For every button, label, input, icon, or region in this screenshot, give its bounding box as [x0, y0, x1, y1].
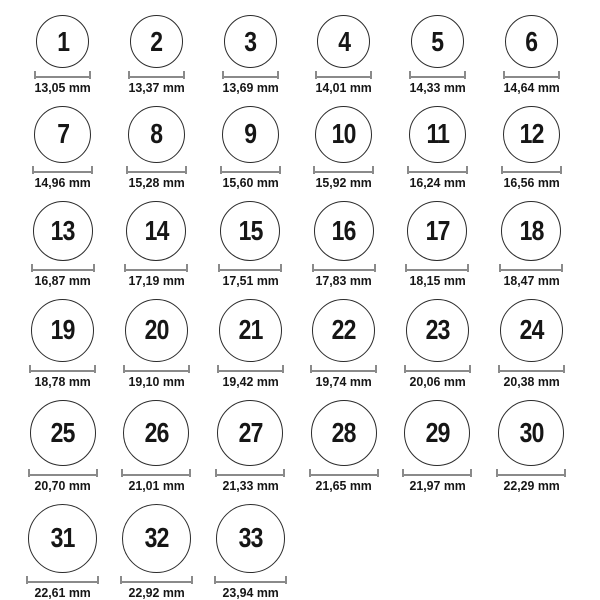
- diameter-label: 21,97 mm: [409, 477, 466, 493]
- diameter-dimension-line: [29, 365, 96, 373]
- ring-circle: [498, 400, 564, 466]
- diameter-dimension-line: [32, 166, 93, 174]
- diameter-label: 23,94 mm: [221, 584, 279, 600]
- ring-cell: [16, 201, 110, 289]
- ring-cell: [203, 106, 297, 191]
- ring-size-number: 24: [519, 314, 544, 346]
- ring-cell: [203, 504, 297, 600]
- diameter-dimension-line: [128, 71, 185, 79]
- ring-size-number: 17: [425, 214, 450, 246]
- ring-cell: [297, 299, 391, 390]
- diameter-dimension-line: [31, 264, 95, 272]
- diameter-label: 22,61 mm: [34, 584, 91, 600]
- diameter-label: 19,10 mm: [128, 373, 185, 389]
- ring-circle: [312, 299, 375, 362]
- diameter-label: 17,83 mm: [315, 272, 372, 288]
- diameter-dimension-line: [215, 469, 285, 477]
- diameter-label: 14,64 mm: [502, 80, 560, 95]
- diameter-label: 20,06 mm: [409, 373, 466, 389]
- ring-circle: [500, 299, 563, 362]
- ring-circle: [409, 106, 466, 163]
- ring-circle: [123, 400, 189, 466]
- ring-cell: [16, 400, 110, 494]
- diameter-label: 21,65 mm: [315, 477, 372, 493]
- ring-cell: [16, 299, 110, 390]
- ring-size-number: 12: [519, 118, 544, 150]
- ring-size-number: 30: [519, 416, 544, 448]
- diameter-label: 18,47 mm: [502, 272, 560, 288]
- ring-size-number: 31: [50, 522, 75, 554]
- ring-cell: [203, 15, 297, 96]
- ring-circle: [404, 400, 470, 466]
- diameter-dimension-line: [121, 469, 191, 477]
- ring-size-number: 20: [144, 314, 169, 346]
- ring-row: [16, 15, 578, 96]
- ring-circle: [217, 400, 283, 466]
- ring-circle: [406, 299, 469, 362]
- ring-row: [16, 400, 578, 494]
- ring-cell: [110, 400, 204, 494]
- ring-circle: [224, 15, 277, 68]
- diameter-label: 14,01 mm: [315, 80, 372, 95]
- diameter-label: 16,24 mm: [409, 174, 466, 190]
- ring-size-number: 5: [431, 25, 444, 57]
- ring-circle: [34, 106, 91, 163]
- diameter-dimension-line: [310, 365, 377, 373]
- diameter-dimension-line: [28, 469, 98, 477]
- diameter-dimension-line: [218, 264, 282, 272]
- ring-row: [16, 106, 578, 191]
- ring-cell: [16, 15, 110, 96]
- ring-size-number: 10: [331, 118, 356, 150]
- ring-circle: [411, 15, 464, 68]
- ring-cell: [110, 504, 204, 600]
- diameter-dimension-line: [312, 264, 376, 272]
- ring-cell: [110, 106, 204, 191]
- diameter-label: 19,74 mm: [315, 373, 372, 389]
- ring-cell: [391, 299, 485, 390]
- ring-circle: [33, 201, 93, 261]
- ring-size-number: 23: [425, 314, 450, 346]
- diameter-label: 17,51 mm: [221, 272, 279, 288]
- diameter-label: 16,87 mm: [34, 272, 91, 288]
- ring-cell: [297, 400, 391, 494]
- ring-size-number: 14: [144, 214, 169, 246]
- diameter-dimension-line: [499, 264, 563, 272]
- ring-size-number: 2: [150, 25, 163, 57]
- ring-size-number: 9: [244, 118, 257, 150]
- ring-size-number: 3: [244, 25, 257, 57]
- ring-size-number: 32: [144, 522, 169, 554]
- ring-circle: [407, 201, 467, 261]
- diameter-label: 18,78 mm: [34, 373, 91, 389]
- diameter-label: 21,33 mm: [221, 477, 279, 493]
- ring-cell: [391, 400, 485, 494]
- ring-size-number: 21: [238, 314, 263, 346]
- ring-circle: [128, 106, 185, 163]
- diameter-label: 19,42 mm: [221, 373, 279, 389]
- ring-size-number: 1: [56, 25, 69, 57]
- diameter-dimension-line: [123, 365, 190, 373]
- ring-size-number: 8: [150, 118, 163, 150]
- diameter-label: 22,92 mm: [128, 584, 185, 600]
- diameter-dimension-line: [309, 469, 379, 477]
- ring-size-number: 16: [331, 214, 356, 246]
- diameter-dimension-line: [498, 365, 565, 373]
- ring-circle: [505, 15, 558, 68]
- ring-circle: [31, 299, 94, 362]
- ring-row: [16, 504, 578, 600]
- diameter-label: 14,33 mm: [409, 80, 466, 95]
- ring-size-number: 25: [50, 416, 75, 448]
- ring-size-number: 29: [425, 416, 450, 448]
- ring-circle: [216, 504, 285, 573]
- ring-cell: [484, 400, 578, 494]
- ring-circle: [36, 15, 89, 68]
- ring-size-number: 18: [519, 214, 544, 246]
- diameter-label: 21,01 mm: [128, 477, 185, 493]
- diameter-dimension-line: [313, 166, 374, 174]
- ring-cell: [484, 15, 578, 96]
- diameter-label: 20,70 mm: [34, 477, 91, 493]
- diameter-label: 15,92 mm: [315, 174, 372, 190]
- ring-size-number: 19: [50, 314, 75, 346]
- diameter-dimension-line: [222, 71, 279, 79]
- ring-cell: [484, 201, 578, 289]
- ring-circle: [314, 201, 374, 261]
- diameter-dimension-line: [124, 264, 188, 272]
- ring-row: [16, 201, 578, 289]
- diameter-dimension-line: [409, 71, 466, 79]
- diameter-dimension-line: [26, 576, 99, 584]
- ring-size-number: 26: [144, 416, 169, 448]
- ring-circle: [122, 504, 191, 573]
- ring-circle: [30, 400, 96, 466]
- ring-cell: [391, 201, 485, 289]
- diameter-label: 18,15 mm: [409, 272, 466, 288]
- ring-circle: [125, 299, 188, 362]
- ring-circle: [317, 15, 370, 68]
- diameter-dimension-line: [503, 71, 560, 79]
- ring-circle: [315, 106, 372, 163]
- diameter-dimension-line: [214, 576, 287, 584]
- diameter-dimension-line: [402, 469, 472, 477]
- diameter-label: 13,37 mm: [128, 80, 185, 95]
- ring-cell: [297, 106, 391, 191]
- diameter-label: 15,60 mm: [221, 174, 279, 190]
- ring-cell: [484, 106, 578, 191]
- ring-circle: [126, 201, 186, 261]
- ring-cell: [16, 504, 110, 600]
- diameter-dimension-line: [496, 469, 566, 477]
- ring-cell: [203, 201, 297, 289]
- diameter-label: 16,56 mm: [502, 174, 560, 190]
- ring-size-number: 13: [50, 214, 75, 246]
- ring-cell: [391, 15, 485, 96]
- ring-circle: [501, 201, 561, 261]
- ring-size-number: 6: [525, 25, 538, 57]
- ring-cell: [484, 299, 578, 390]
- ring-cell: [110, 15, 204, 96]
- ring-size-number: 22: [331, 314, 356, 346]
- diameter-dimension-line: [126, 166, 187, 174]
- diameter-dimension-line: [217, 365, 284, 373]
- ring-cell: [203, 299, 297, 390]
- ring-cell: [16, 106, 110, 191]
- diameter-dimension-line: [407, 166, 468, 174]
- ring-cell: [391, 106, 485, 191]
- ring-size-number: 7: [56, 118, 69, 150]
- ring-size-number: 4: [337, 25, 350, 57]
- diameter-dimension-line: [405, 264, 469, 272]
- ring-size-number: 15: [238, 214, 263, 246]
- diameter-label: 22,29 mm: [502, 477, 560, 493]
- ring-cell: [203, 400, 297, 494]
- ring-size-number: 27: [238, 416, 263, 448]
- ring-cell: [297, 201, 391, 289]
- ring-cell: [110, 201, 204, 289]
- diameter-dimension-line: [120, 576, 193, 584]
- diameter-label: 20,38 mm: [502, 373, 560, 389]
- diameter-label: 13,69 mm: [221, 80, 279, 95]
- ring-cell: [110, 299, 204, 390]
- ring-circle: [130, 15, 183, 68]
- ring-circle: [503, 106, 560, 163]
- diameter-dimension-line: [220, 166, 281, 174]
- diameter-dimension-line: [501, 166, 562, 174]
- ring-circle: [220, 201, 280, 261]
- ring-circle: [222, 106, 279, 163]
- diameter-label: 13,05 mm: [34, 80, 91, 95]
- ring-size-number: 11: [426, 118, 449, 150]
- diameter-dimension-line: [34, 71, 91, 79]
- diameter-label: 17,19 mm: [128, 272, 185, 288]
- ring-circle: [311, 400, 377, 466]
- ring-row: [16, 299, 578, 390]
- diameter-label: 15,28 mm: [128, 174, 185, 190]
- ring-size-number: 28: [331, 416, 356, 448]
- ring-cell: [297, 15, 391, 96]
- diameter-dimension-line: [315, 71, 372, 79]
- ring-circle: [219, 299, 282, 362]
- ring-size-number: 33: [238, 522, 263, 554]
- ring-circle: [28, 504, 97, 573]
- diameter-label: 14,96 mm: [34, 174, 91, 190]
- diameter-dimension-line: [404, 365, 471, 373]
